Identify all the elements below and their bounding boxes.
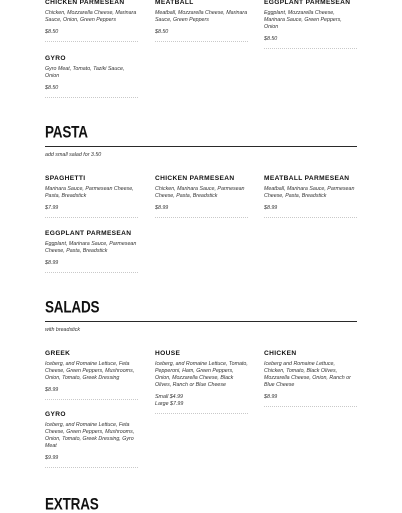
menu-item-name: GYRO (45, 411, 66, 418)
menu-item-price: $8.50 (155, 28, 169, 35)
menu-item-greek-salad (45, 350, 138, 400)
menu-item-house-salad (155, 350, 248, 414)
menu-item-price: $8.99 (45, 259, 59, 266)
menu-item-description: Eggplant, Marinara Sauce, Parmesean Cheese, Pasta, Breadstick (45, 241, 137, 254)
menu-item-chicken-salad (264, 350, 357, 407)
menu-item-meatball-parmesean-pasta (264, 175, 357, 218)
item-divider (155, 217, 248, 218)
item-divider (155, 41, 248, 42)
menu-item-description: Meatball, Mozzarella Cheese, Marinara Sauce, Green Peppers (155, 10, 248, 23)
menu-item-price-large: Large $7.99 (155, 400, 184, 407)
section-note: with breadstick (45, 327, 81, 333)
item-divider (264, 217, 357, 218)
menu-item-name: EGGPLANT PARMESEAN (264, 0, 351, 6)
menu-item-name: SPAGHETTI (45, 175, 86, 182)
menu-item-description: Chicken, Marinara Sauce, Parmesean Cheese, Pasta, Breadstick (155, 186, 245, 199)
section-title-extras: EXTRAS (45, 495, 99, 513)
menu-item-name: CHICKEN PARMESEAN (155, 175, 235, 182)
menu-item-price: $7.99 (45, 204, 59, 211)
menu-item-price: $8.99 (264, 393, 278, 400)
item-divider (45, 467, 138, 468)
menu-item-name: HOUSE (155, 350, 181, 357)
item-divider (45, 399, 138, 400)
menu-item-chicken-parmesean-pasta (155, 175, 248, 218)
menu-item-name: CHICKEN PARMESEAN (45, 0, 125, 6)
menu-item-price: $8.50 (45, 28, 59, 35)
menu-item-price-small: Small $4.99 (155, 393, 183, 400)
menu-item-description: Iceberg, and Romaine Lettuce, Tomato, Pepperoni, Ham, Green Peppers, Onion, Mozzarella Cheese, Black Olives, Ranch or Blue Cheese (155, 361, 248, 388)
menu-item-chicken-parmesean-sandwich (45, 0, 138, 42)
item-divider (45, 272, 138, 273)
item-divider (45, 41, 138, 42)
menu-item-name: MEATBALL (155, 0, 194, 6)
section-note: add small salad for 3.50 (45, 152, 102, 158)
menu-item-name: EGGPLANT PARMESEAN (45, 230, 132, 237)
section-divider (45, 321, 357, 322)
menu-item-description: Gyro Meat, Tomato, Taziki Sauce, Onion (45, 66, 125, 79)
menu-item-description: Marinara Sauce, Parmesean Cheese, Pasta, Breadstick (45, 186, 134, 199)
menu-item-description: Meatball, Marinara Sauce, Parmesean Cheese, Pasta, Breadstick (264, 186, 355, 199)
item-divider (45, 217, 138, 218)
menu-item-eggplant-parmesean-pasta (45, 230, 138, 273)
menu-item-name: MEATBALL PARMESEAN (264, 175, 350, 182)
menu-item-price: $8.99 (155, 204, 169, 211)
menu-item-name: CHICKEN (264, 350, 297, 357)
item-divider (264, 48, 357, 49)
menu-item-price: $8.50 (45, 84, 59, 91)
item-divider (45, 97, 138, 98)
menu-item-name: GYRO (45, 55, 66, 62)
menu-item-description: Iceberg and Romaine Lettuce, Chicken, Tomato, Black Olives, Mozzarella Cheese, Onion, Ranch or Blue Cheese (264, 361, 351, 388)
menu-item-description: Eggplant, Mozzarella Cheese, Marinara Sauce, Green Peppers, Onion (264, 10, 342, 30)
menu-item-description: Chicken, Mozzarella Cheese, Marinara Sauce, Onion, Green Peppers (45, 10, 137, 23)
menu-item-eggplant-parmesean-sandwich (264, 0, 357, 49)
menu-item-gyro-salad (45, 411, 138, 468)
menu-item-name: GREEK (45, 350, 71, 357)
section-divider (45, 146, 357, 147)
item-divider (264, 406, 357, 407)
item-divider (155, 413, 248, 414)
menu-item-spaghetti (45, 175, 138, 218)
menu-item-description: Iceberg, and Romaine Lettuce, Feta Cheese, Green Peppers, Mushrooms, Onion, Tomato, Greek Dressing, Gyro Meat (45, 422, 135, 449)
section-title-salads: SALADS (45, 298, 100, 316)
menu-item-price: $8.99 (45, 386, 59, 393)
menu-item-price: $8.50 (264, 35, 278, 42)
menu-item-price: $9.99 (45, 454, 59, 461)
section-title-pasta: PASTA (45, 123, 88, 141)
menu-item-price: $8.99 (264, 204, 278, 211)
menu-item-gyro-sandwich (45, 55, 138, 98)
menu-item-meatball-sandwich (155, 0, 248, 42)
menu-item-description: Iceberg, and Romaine Lettuce, Feta Cheese, Green Peppers, Mushrooms, Onion, Tomato, Greek Dressing (45, 361, 135, 381)
